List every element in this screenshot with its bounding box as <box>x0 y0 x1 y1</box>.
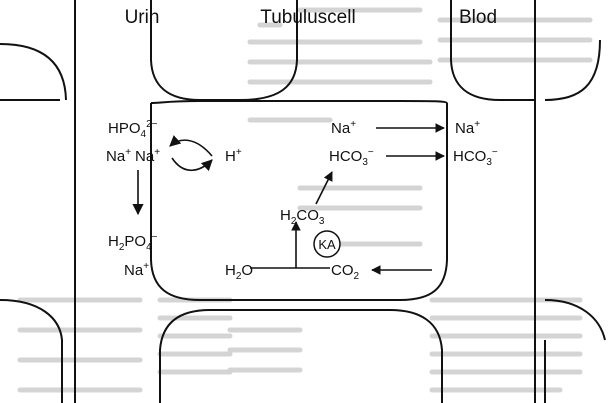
label-enzyme-ka: KA <box>318 237 336 252</box>
label-h2po4: $H_2PO_4^-$ <box>108 232 158 253</box>
reaction-arrows <box>138 128 444 270</box>
label-na-urine: Na+ <box>124 261 150 279</box>
background-text-texture <box>20 10 590 390</box>
header-urine: Urin <box>124 7 160 28</box>
label-na-cell: Na+ <box>331 119 357 137</box>
label-hco3-blood: $HCO_3^-$ <box>453 147 498 168</box>
label-h-ion: H+ <box>225 147 242 165</box>
label-co2: $CO_2$ <box>331 262 360 282</box>
arrow-h-to-urine <box>170 140 212 156</box>
label-na-blood: Na+ <box>455 119 481 137</box>
header-blood: Blod <box>458 7 498 28</box>
label-hco3-cell: $HCO_3^-$ <box>329 147 374 168</box>
header-tubule-cell: Tubuluscell <box>260 7 356 28</box>
label-hpo4: $HPO_4^{2-}$ <box>108 119 158 140</box>
label-h2o: $H_2O$ <box>225 262 254 282</box>
label-h2co3: $H_2CO_3$ <box>280 207 325 227</box>
label-na-pair: Na+ Na+ <box>106 147 161 165</box>
arrow-na-to-cell <box>172 158 212 170</box>
